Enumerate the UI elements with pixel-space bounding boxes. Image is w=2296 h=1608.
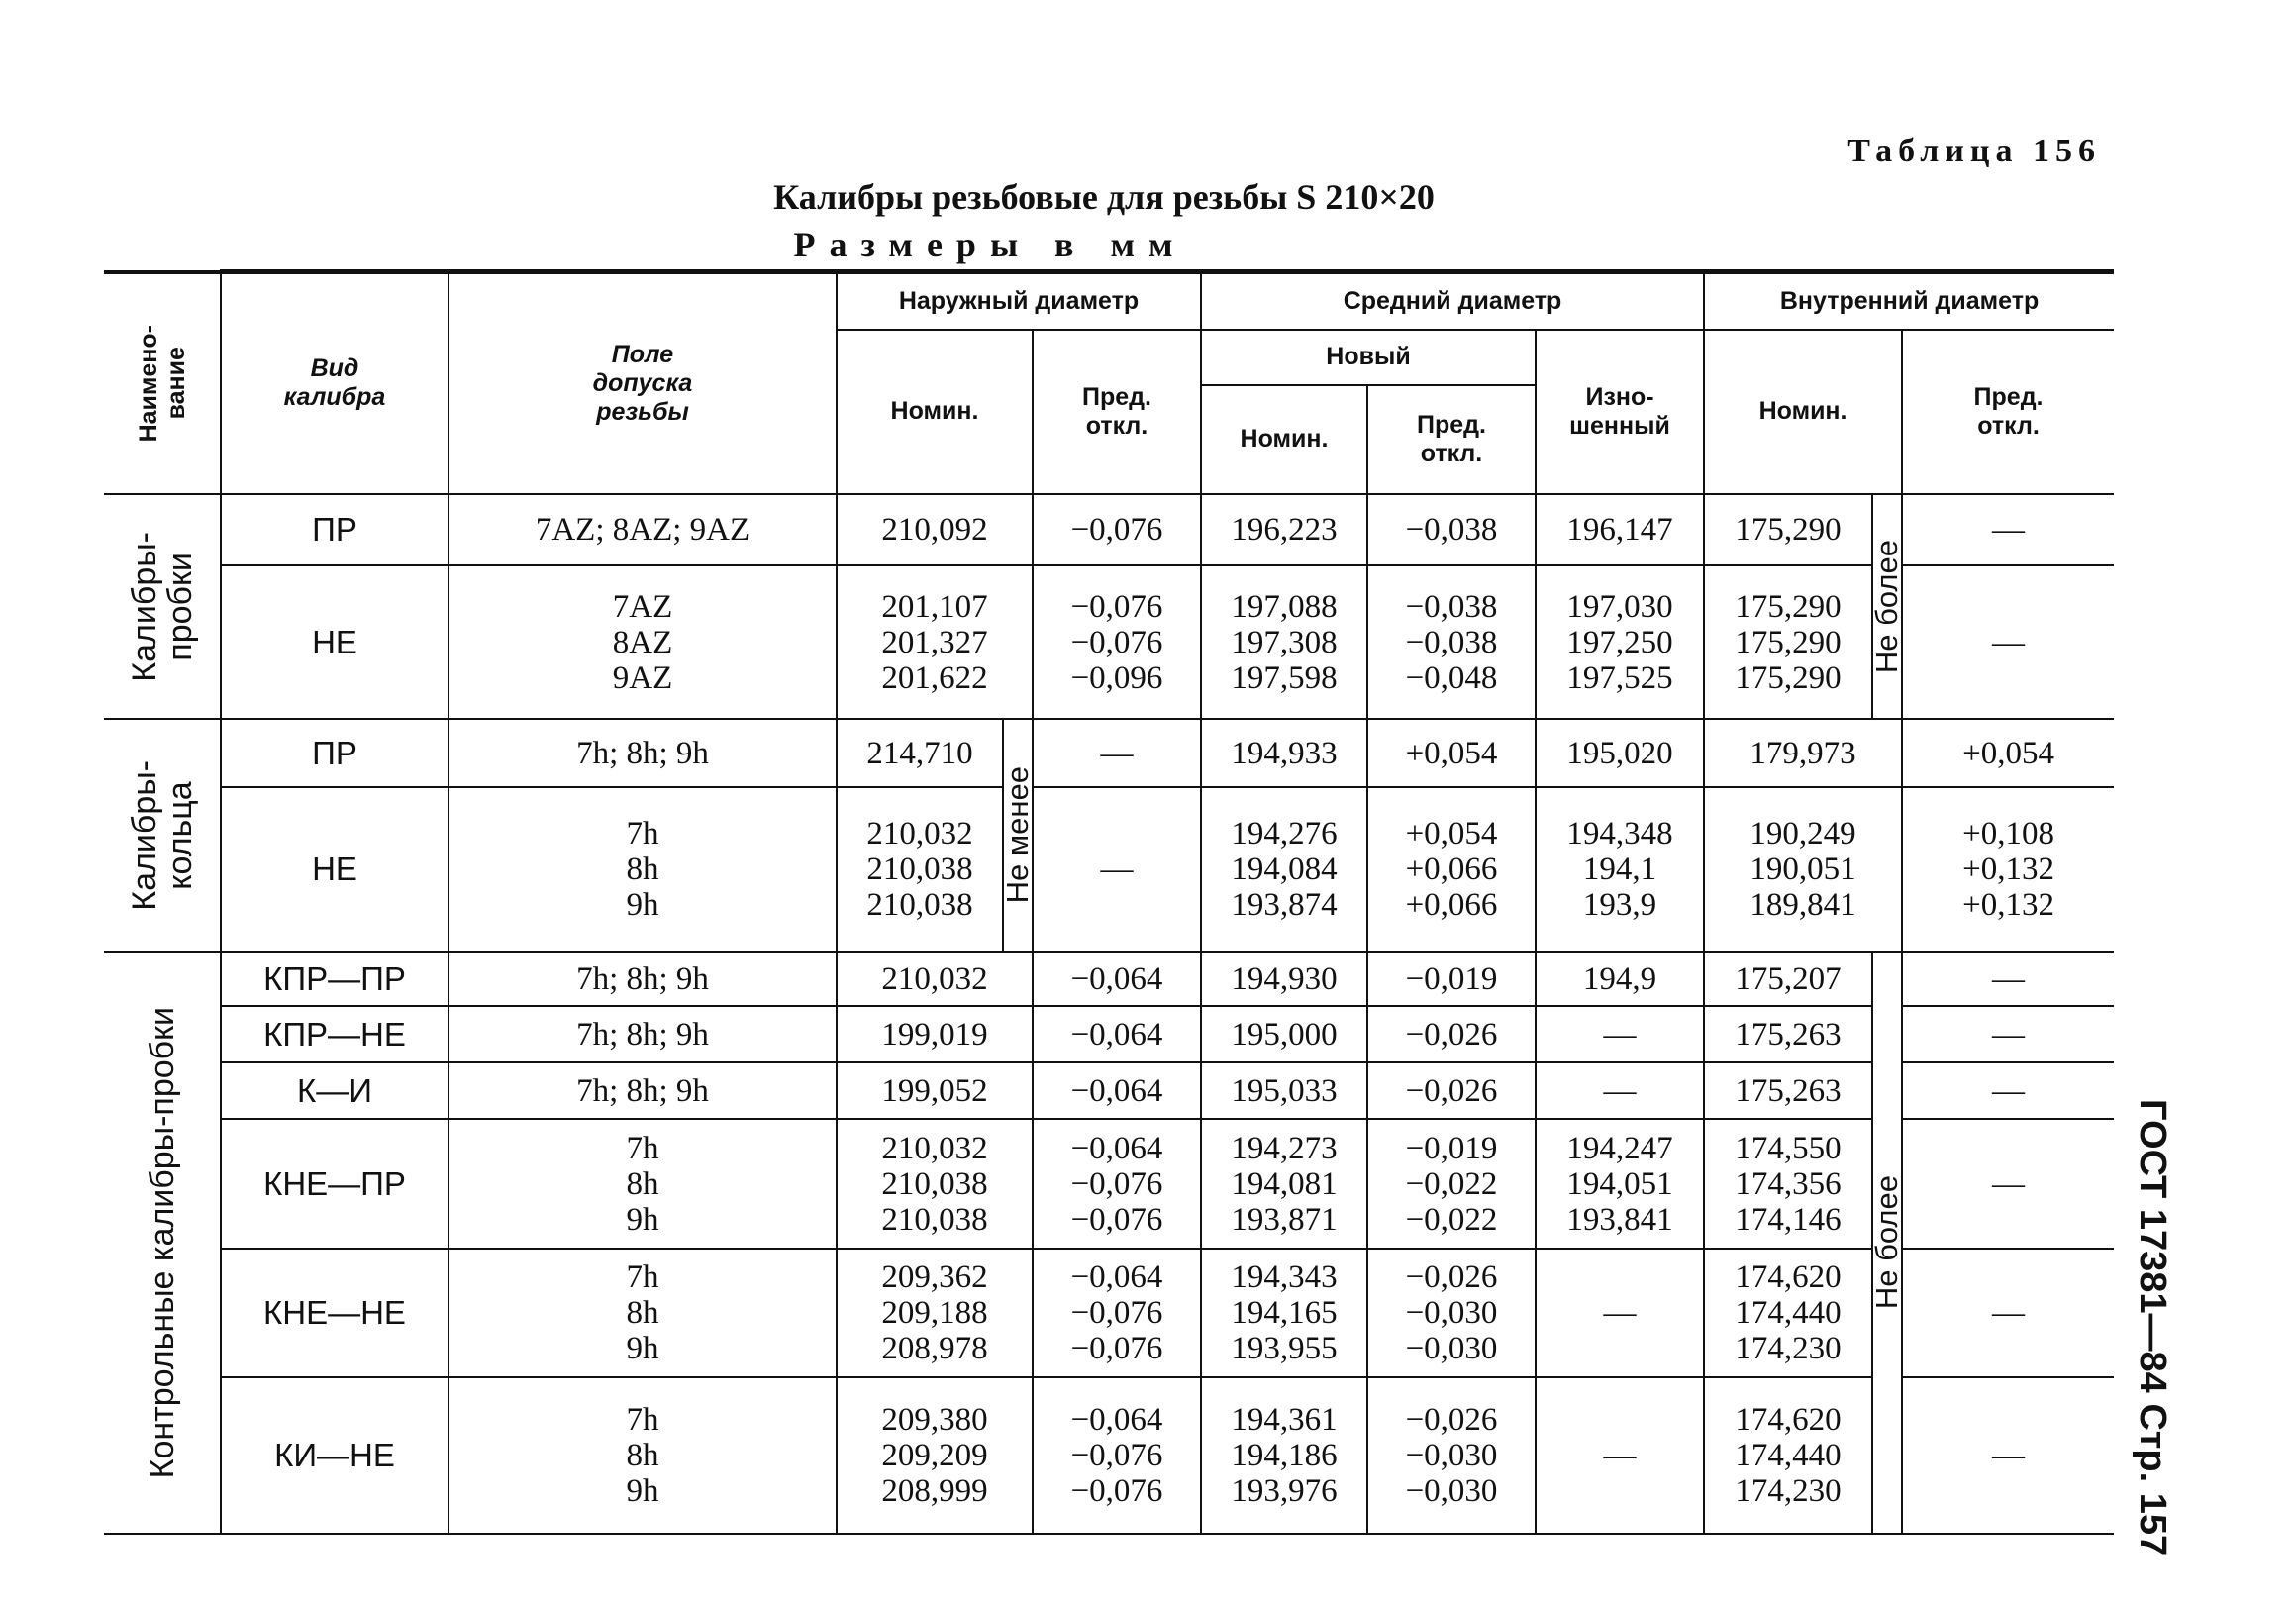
mid-deviation-header: Пред. откл. [1367, 385, 1536, 494]
tolerance: 7h 8h 9h [449, 1249, 837, 1378]
group-control-cell [104, 952, 221, 1534]
inner-nominal: 175,290 [1704, 494, 1872, 566]
group-rings-cell [104, 719, 221, 951]
mid-nominal: 194,273 194,081 193,871 [1201, 1119, 1367, 1249]
mid-deviation: −0,026 [1367, 1006, 1536, 1062]
outer-nominal-header: Номин. [837, 330, 1033, 494]
mid-deviation: −0,026 −0,030 −0,030 [1367, 1377, 1536, 1534]
inner-deviation: — [1902, 1249, 2114, 1378]
gauge-type: ПР [221, 494, 449, 566]
tolerance: 7h; 8h; 9h [449, 1006, 837, 1062]
table-row [104, 494, 2114, 566]
gauge-type: К—И [221, 1062, 449, 1119]
no-more-note-2: Не более [1869, 1175, 1905, 1310]
outer-diameter-header: Наружный диаметр [837, 272, 1201, 330]
outer-deviation: −0,076 [1033, 494, 1201, 566]
worn-limit: 196,147 [1536, 494, 1704, 566]
outer-nominal: 214,710 [837, 719, 1003, 786]
mid-nominal: 195,000 [1201, 1006, 1367, 1062]
mid-nominal: 194,343 194,165 193,955 [1201, 1249, 1367, 1378]
worn-limit: 194,348 194,1 193,9 [1536, 787, 1704, 952]
mid-deviation: −0,026 −0,030 −0,030 [1367, 1249, 1536, 1378]
table-row [104, 1006, 2114, 1062]
new-header: Новый [1201, 330, 1536, 385]
tolerance-header: Поле допуска резьбы [449, 272, 837, 494]
name-header-cell [104, 272, 221, 494]
inner-deviation: +0,108 +0,132 +0,132 [1902, 787, 2114, 952]
outer-nominal: 199,052 [837, 1062, 1033, 1119]
outer-nominal: 210,032 [837, 952, 1033, 1007]
gauge-type: НЕ [221, 565, 449, 719]
no-less-note-cell [1000, 719, 1035, 951]
no-more-note-2-cell [1869, 952, 1905, 1534]
inner-nominal: 175,263 [1704, 1062, 1872, 1119]
worn-limit: — [1536, 1006, 1704, 1062]
gauge-type: КПР—ПР [221, 952, 449, 1007]
outer-deviation: — [1033, 787, 1201, 952]
table-number: Таблица 156 [1847, 133, 2101, 169]
mid-deviation: −0,038 −0,038 −0,048 [1367, 565, 1536, 719]
table-row [104, 787, 2114, 952]
gauge-type: КНЕ—НЕ [221, 1249, 449, 1378]
table-header [104, 272, 2114, 494]
mid-nominal: 197,088 197,308 197,598 [1201, 565, 1367, 719]
outer-deviation: — [1033, 719, 1201, 786]
table-title: Калибры резьбовые для резьбы S 210×20 [773, 177, 1435, 217]
table-row [104, 565, 2114, 719]
outer-nominal: 209,380 209,209 208,999 [837, 1377, 1033, 1534]
outer-nominal: 210,092 [837, 494, 1033, 566]
inner-deviation: +0,054 [1902, 719, 2114, 786]
tolerance: 7h 8h 9h [449, 1377, 837, 1534]
table-row [104, 1249, 2114, 1378]
worn-limit: 194,9 [1536, 952, 1704, 1007]
inner-nominal: 174,620 174,440 174,230 [1704, 1377, 1872, 1534]
no-more-note-cell [1869, 494, 1905, 720]
tolerance: 7h 8h 9h [449, 1119, 837, 1249]
outer-nominal: 201,107 201,327 201,622 [837, 565, 1033, 719]
gauge-type: КНЕ—ПР [221, 1119, 449, 1249]
worn-limit: — [1536, 1377, 1704, 1534]
mid-nominal: 195,033 [1201, 1062, 1367, 1119]
table-row [104, 1119, 2114, 1249]
gauge-type: КПР—НЕ [221, 1006, 449, 1062]
tolerance: 7h; 8h; 9h [449, 719, 837, 786]
outer-deviation-header: Пред. откл. [1033, 330, 1201, 494]
inner-nominal: 174,620 174,440 174,230 [1704, 1249, 1872, 1378]
inner-deviation: — [1902, 1006, 2114, 1062]
outer-nominal: 199,019 [837, 1006, 1033, 1062]
inner-nominal: 175,207 [1704, 952, 1872, 1007]
table-body [104, 494, 2114, 1535]
mid-nominal-header: Номин. [1201, 385, 1367, 494]
name-header: Наимено- вание [134, 324, 190, 443]
mid-nominal: 194,361 194,186 193,976 [1201, 1377, 1367, 1534]
tolerance: 7h; 8h; 9h [449, 952, 837, 1007]
outer-deviation: −0,064 [1033, 1062, 1201, 1119]
outer-nominal: 210,032 210,038 210,038 [837, 787, 1003, 952]
inner-deviation: — [1902, 1377, 2114, 1534]
mid-nominal: 196,223 [1201, 494, 1367, 566]
outer-deviation: −0,064 −0,076 −0,076 [1033, 1119, 1201, 1249]
mid-nominal: 194,933 [1201, 719, 1367, 786]
mid-deviation: +0,054 [1367, 719, 1536, 786]
gauge-dimensions-table [104, 269, 2114, 1535]
mid-deviation: +0,054 +0,066 +0,066 [1367, 787, 1536, 952]
worn-limit: — [1536, 1249, 1704, 1378]
units-caption: Размеры в мм [793, 225, 1187, 264]
inner-nominal: 179,973 [1704, 719, 1902, 786]
mid-deviation: −0,038 [1367, 494, 1536, 566]
table-row [104, 1062, 2114, 1119]
worn-limit: 195,020 [1536, 719, 1704, 786]
inner-diameter-header: Внутренний диаметр [1704, 272, 2114, 330]
tolerance: 7AZ 8AZ 9AZ [449, 565, 837, 719]
inner-nominal-header: Номин. [1704, 330, 1902, 494]
table-row [104, 952, 2114, 1007]
worn-limit: — [1536, 1062, 1704, 1119]
middle-diameter-header: Средний диаметр [1201, 272, 1704, 330]
group-control: Контрольные калибры-пробки [143, 1006, 181, 1478]
table-row [104, 1377, 2114, 1534]
mid-deviation: −0,019 [1367, 952, 1536, 1007]
inner-deviation-header: Пред. откл. [1902, 330, 2114, 494]
inner-nominal: 174,550 174,356 174,146 [1704, 1119, 1872, 1249]
inner-nominal: 175,290 175,290 175,290 [1704, 565, 1872, 719]
worn-header: Изно- шенный [1536, 330, 1704, 494]
gauge-type: ПР [221, 719, 449, 786]
outer-deviation: −0,064 −0,076 −0,076 [1033, 1377, 1201, 1534]
outer-deviation: −0,064 [1033, 1006, 1201, 1062]
mid-deviation: −0,019 −0,022 −0,022 [1367, 1119, 1536, 1249]
mid-nominal: 194,276 194,084 193,874 [1201, 787, 1367, 952]
inner-deviation: — [1902, 1119, 2114, 1249]
tolerance: 7h; 8h; 9h [449, 1062, 837, 1119]
gauge-type-header: Вид калибра [221, 272, 449, 494]
gauge-type: НЕ [221, 787, 449, 952]
side-page-label: ГОСТ 17381—84 Стр. 157 [2132, 1099, 2173, 1557]
inner-deviation: — [1902, 952, 2114, 1007]
inner-deviation: — [1902, 565, 2114, 719]
group-plugs-cell [104, 494, 221, 720]
no-less-note: Не менее [1000, 766, 1035, 904]
worn-limit: 197,030 197,250 197,525 [1536, 565, 1704, 719]
group-rings: Калибры- кольца [125, 759, 199, 911]
worn-limit: 194,247 194,051 193,841 [1536, 1119, 1704, 1249]
gauge-type: КИ—НЕ [221, 1377, 449, 1534]
mid-nominal: 194,930 [1201, 952, 1367, 1007]
outer-deviation: −0,064 [1033, 952, 1201, 1007]
table-row [104, 719, 2114, 786]
mid-deviation: −0,026 [1367, 1062, 1536, 1119]
inner-nominal: 175,263 [1704, 1006, 1872, 1062]
tolerance: 7h 8h 9h [449, 787, 837, 952]
inner-deviation: — [1902, 494, 2114, 566]
inner-deviation: — [1902, 1062, 2114, 1119]
outer-nominal: 210,032 210,038 210,038 [837, 1119, 1033, 1249]
outer-nominal: 209,362 209,188 208,978 [837, 1249, 1033, 1378]
outer-deviation: −0,076 −0,076 −0,096 [1033, 565, 1201, 719]
no-more-note: Не более [1869, 539, 1905, 674]
tolerance: 7AZ; 8AZ; 9AZ [449, 494, 837, 566]
group-plugs: Калибры- пробки [125, 531, 199, 682]
inner-nominal: 190,249 190,051 189,841 [1704, 787, 1902, 952]
outer-deviation: −0,064 −0,076 −0,076 [1033, 1249, 1201, 1378]
